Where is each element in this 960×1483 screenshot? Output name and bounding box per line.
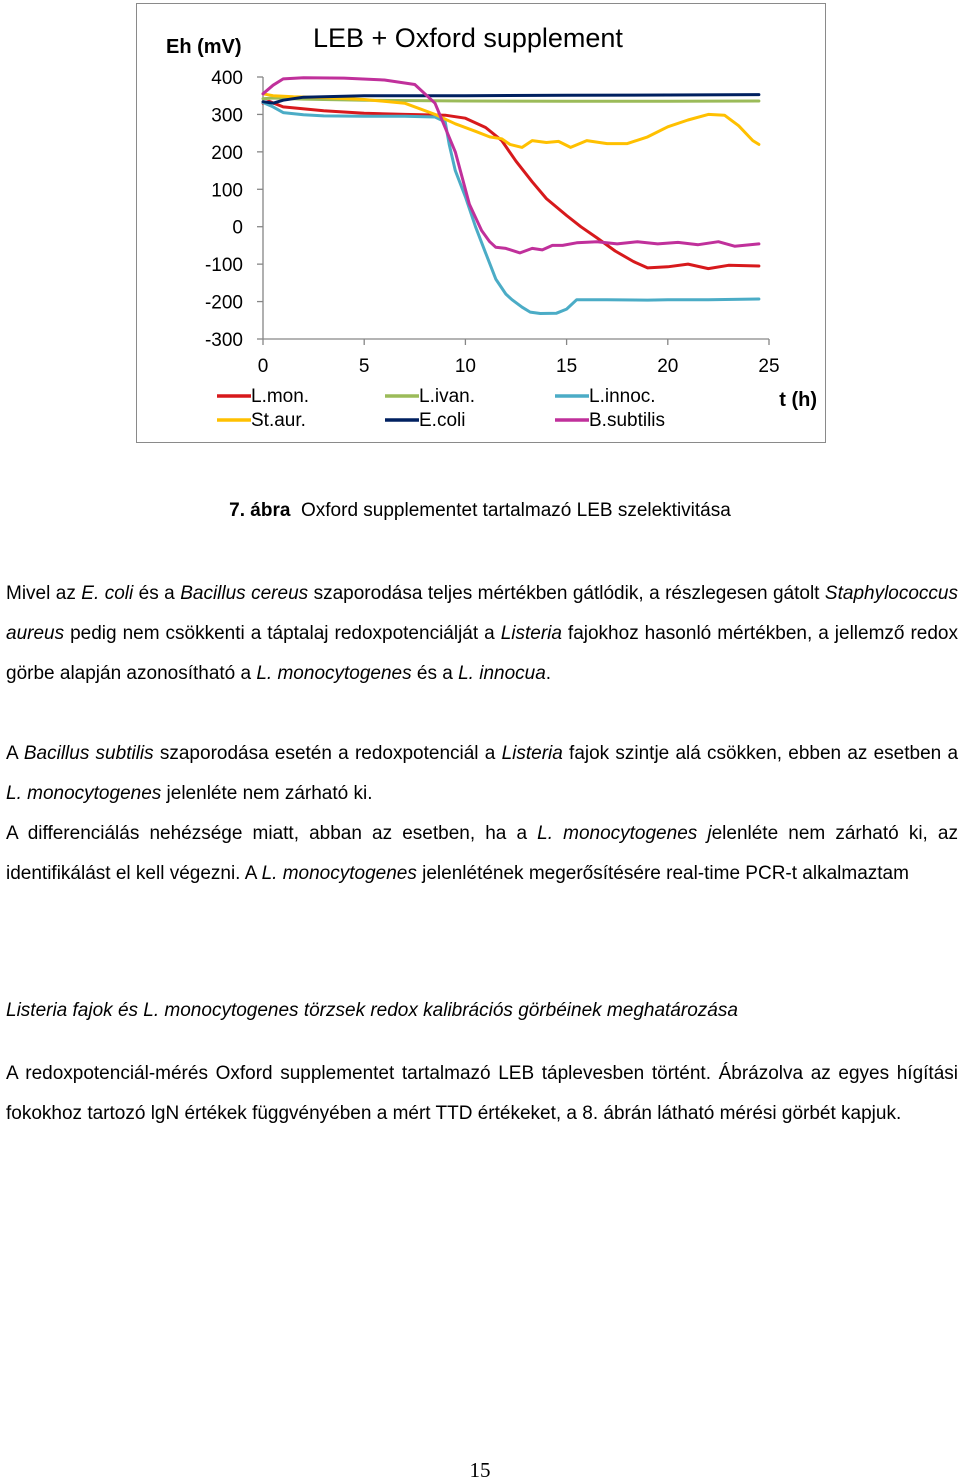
y-tick-label--200: -200	[204, 292, 243, 314]
legend-label-l-ivan-: L.ivan.	[419, 386, 475, 407]
figure-caption	[0, 500, 960, 522]
p2-genus-listeria: Listeria	[501, 743, 563, 764]
y-tick-label--300: -300	[204, 330, 243, 351]
page-number: 15	[469, 1458, 491, 1482]
p1-species-linnocua: L. innocua	[458, 663, 546, 684]
y-axis-label: Eh (mV)	[166, 36, 242, 58]
p2-text-3: szaporodása esetén a redoxpotenciál a	[153, 743, 502, 764]
p3-species-lmono-1: L. monocytogenes j	[537, 823, 712, 844]
y-tick-label-300: 300	[211, 105, 243, 127]
redox-chart	[137, 4, 825, 442]
x-tick-label-15: 15	[556, 356, 578, 377]
y-tick-label--100: -100	[204, 255, 243, 277]
paragraph-3	[6, 814, 958, 894]
legend-label-l-mon-: L.mon.	[251, 386, 310, 407]
x-tick-label-5: 5	[358, 356, 370, 377]
x-tick-label-25: 25	[758, 356, 780, 377]
x-axis-label: t (h)	[779, 389, 817, 411]
p1-text-9: fajokhoz hasonló mértékben, a jellemző redox görbe alapján azonosítható a	[6, 623, 958, 684]
p1-species-bcereus: Bacillus cereus	[180, 583, 309, 604]
p1-species-ecoli: E. coli	[81, 583, 134, 604]
p1-species-lmono: L. monocytogenes	[256, 663, 412, 684]
caption-text: Oxford supplementet tartalmazó LEB szelektivitása	[301, 500, 731, 521]
p2-text-7: jelenléte nem zárható ki.	[161, 783, 373, 804]
p2-species-lmono: L. monocytogenes	[6, 783, 162, 804]
x-tick-label-0: 0	[257, 356, 269, 377]
x-tick-label-10: 10	[454, 356, 476, 377]
p2-species-bsubtilis: Bacillus subtilis	[23, 743, 154, 764]
y-tick-label-0: 0	[232, 217, 243, 239]
chart-frame	[136, 3, 826, 443]
paragraph-4: A redoxpotenciál-mérés Oxford supplementet tartalmazó LEB táplevesben történt. Ábrázolva az egyes hígítási fokokhoz tartozó lgN értékek függvényében a mért TTD értékeket, a 8. ábrán látható mérési görbét kapjuk.	[6, 1063, 958, 1124]
paragraph-1	[6, 574, 958, 694]
p3-text-3: elenléte nem zárható ki, az identifikálást el kell végezni. A	[6, 823, 958, 884]
p1-text-1: Mivel az	[6, 583, 82, 604]
y-tick-label-400: 400	[211, 68, 243, 89]
p3-text-1: A differenciálás nehézsége miatt, abban az esetben, ha a	[6, 823, 538, 844]
series-line-l-innoc-	[263, 103, 759, 314]
p1-text-7: pedig nem csökkenti a táptalaj redoxpotenciálját a	[64, 623, 501, 644]
p1-text-5: szaporodása teljes mértékben gátlódik, a részlegesen gátolt	[308, 583, 825, 604]
p2-text-5: fajok szintje alá csökken, ebben az esetben a	[562, 743, 959, 764]
paragraph-2	[6, 734, 958, 814]
legend-label-e-coli: E.coli	[419, 410, 466, 431]
p1-text-11: és a	[411, 663, 459, 684]
legend-label-b-subtilis: B.subtilis	[589, 410, 666, 431]
p1-text-3: és a	[133, 583, 181, 604]
y-tick-label-200: 200	[211, 142, 243, 164]
p3-species-lmono-2: L. monocytogenes	[261, 863, 417, 884]
p1-text-13: .	[545, 663, 552, 684]
p1-genus-listeria: Listeria	[500, 623, 562, 644]
legend-label-l-innoc-: L.innoc.	[589, 386, 656, 407]
section-title: Listeria fajok és L. monocytogenes törzsek redox kalibrációs görbéinek meghatározása	[6, 1000, 738, 1021]
p2-text-1: A	[6, 743, 24, 764]
caption-number: 7. ábra	[229, 500, 291, 521]
p3-text-5: jelenlétének megerősítésére real-time PCR-t alkalmaztam	[416, 863, 909, 884]
series-line-b-subtilis	[263, 78, 759, 253]
p1-species-saureus: Staphylococcus aureus	[6, 583, 958, 644]
legend-label-st-aur-: St.aur.	[251, 410, 306, 431]
x-tick-label-20: 20	[657, 356, 679, 377]
chart-title: LEB + Oxford supplement	[313, 23, 623, 53]
y-tick-label-100: 100	[211, 180, 243, 202]
